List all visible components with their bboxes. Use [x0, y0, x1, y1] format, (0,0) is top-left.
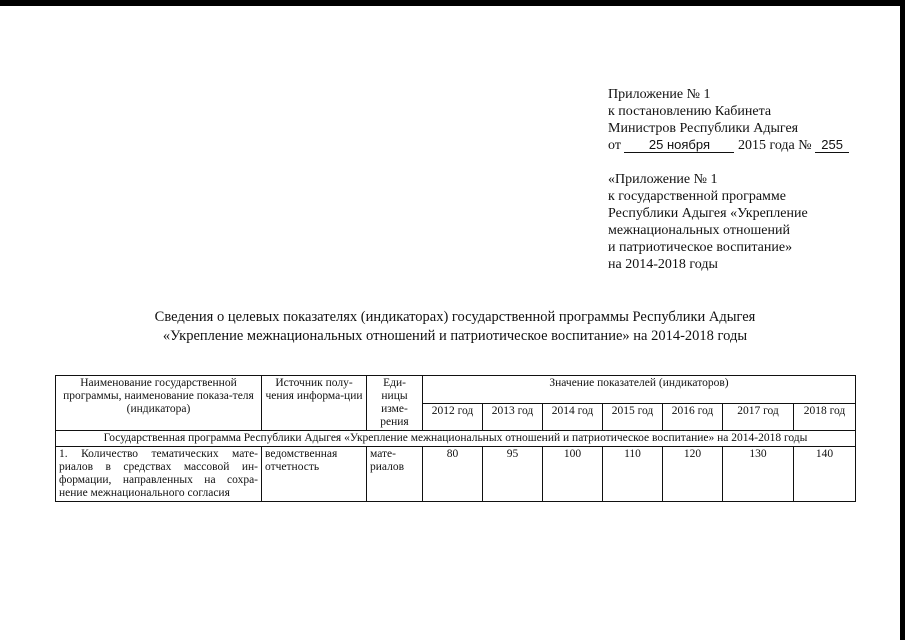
value-cell: 130 [723, 447, 794, 502]
year-header: 2012 год [423, 403, 483, 431]
year-header: 2017 год [723, 403, 794, 431]
header-values: Значение показателей (индикаторов) [423, 376, 856, 404]
value-cell: 95 [483, 447, 543, 502]
header-row [56, 376, 856, 404]
indicator-unit: мате-риалов [367, 447, 423, 502]
indicator-name: 1. Количество тематических мате-риалов в средствах массовой ин-формации, направленных на сохра-нение межнационального согласия [56, 447, 262, 502]
year-text: 2015 года № [737, 138, 812, 153]
value-cell: 120 [663, 447, 723, 502]
header-source: Источник полу-чения информа-ции [262, 376, 367, 431]
date-prefix: от [608, 138, 621, 153]
decree-date: 25 ноября [624, 138, 734, 153]
appendix2-line: на 2014-2018 годы [608, 257, 718, 272]
decree-number: 255 [815, 138, 849, 153]
year-header: 2018 год [794, 403, 856, 431]
indicator-source: ведомственная отчетность [262, 447, 367, 502]
document-title [60, 308, 850, 346]
table-row [56, 447, 856, 502]
appendix2-line: «Приложение № 1 [608, 172, 718, 187]
value-cell: 140 [794, 447, 856, 502]
indicators-table [55, 375, 856, 502]
program-row [56, 431, 856, 447]
program-name: Государственная программа Республики Адыгея «Укрепление межнациональных отношений и патриотическое воспитание» на 2014-2018 годы [56, 431, 856, 447]
appendix2-line: межнациональных отношений [608, 223, 790, 238]
title-line: «Укрепление межнациональных отношений и патриотическое воспитание» на 2014-2018 годы [162, 328, 748, 344]
header-name: Наименование государственной программы, наименование показа-теля (индикатора) [56, 376, 262, 431]
year-header: 2015 год [603, 403, 663, 431]
value-cell: 100 [543, 447, 603, 502]
title-line: Сведения о целевых показателях (индикаторах) государственной программы Республики Адыгея [154, 309, 756, 325]
year-header: 2013 год [483, 403, 543, 431]
appendix2-line: Республики Адыгея «Укрепление [608, 206, 808, 221]
appendix-line: Приложение № 1 [608, 87, 711, 102]
year-header: 2016 год [663, 403, 723, 431]
value-cell: 110 [603, 447, 663, 502]
year-header: 2014 год [543, 403, 603, 431]
appendix2-line: к государственной программе [608, 189, 786, 204]
appendix-line: к постановлению Кабинета [608, 104, 772, 119]
value-cell: 80 [423, 447, 483, 502]
top-border [0, 0, 905, 6]
right-border [900, 0, 905, 640]
appendix-date-line [608, 137, 888, 154]
appendix2-line: и патриотическое воспитание» [608, 240, 793, 255]
appendix-line: Министров Республики Адыгея [608, 121, 799, 136]
appendix-block [608, 86, 888, 273]
header-unit: Еди-ницы изме-рения [367, 376, 423, 431]
